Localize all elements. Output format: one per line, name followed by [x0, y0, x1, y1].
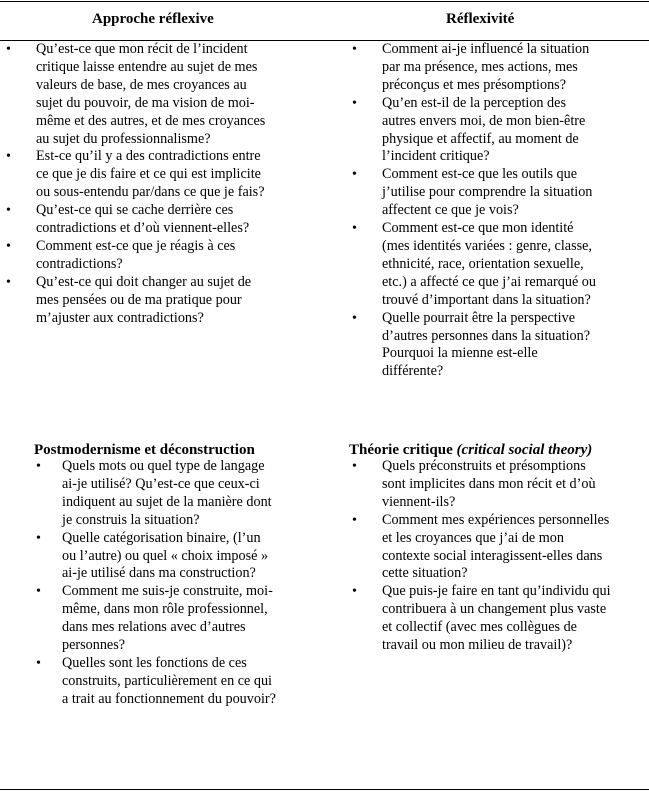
question-text: Comment me suis-je construite, moi-même, dans mon rôle professionnel, dans mes relations avec d’autres personnes?	[62, 583, 273, 654]
bullet-icon: •	[36, 530, 41, 546]
list-item	[6, 41, 274, 148]
reflexivite-question-list	[352, 41, 602, 381]
bullet-icon: •	[36, 459, 41, 474]
list-item	[6, 148, 274, 202]
table-bottom-rule	[0, 789, 649, 790]
question-text: Comment est-ce que mon identité (mes identités variées : genre, classe, ethnicité, race, orientation sexuelle, etc.) a affecté ce que j’ai remarqué ou trouvé d’important dans la situation?	[382, 220, 596, 308]
question-text: Que puis-je faire en tant qu’individu qui contribuera à un changement plus vaste et collectif (avec mes collègues de travail ou mon milieu de travail)?	[382, 583, 611, 654]
list-item	[352, 41, 602, 95]
question-text: Quelle catégorisation binaire, (l’un ou l’autre) ou quel « choix imposé » ai-je utilisé dans ma construction?	[62, 529, 269, 582]
bullet-icon: •	[6, 274, 11, 290]
question-text: Est-ce qu’il y a des contradictions entre ce que je dis faire et ce qui est implicite ou sous-entendu par/dans ce que je fais?	[36, 148, 265, 201]
list-item	[6, 202, 274, 238]
bullet-icon: •	[352, 167, 357, 183]
postmodernisme-question-list	[36, 458, 276, 709]
cell-postmodernisme	[0, 458, 320, 709]
bullet-icon: •	[352, 42, 357, 57]
question-text: Qu’est-ce que mon récit de l’incident critique laisse entendre au sujet de mes valeurs de base, de mes croyances au sujet du pouvoir, de ma vision de moi-même et des autres, et de mes croyances au sujet du professionnalisme?	[36, 41, 266, 147]
bullet-icon: •	[36, 655, 41, 671]
bullet-icon: •	[352, 221, 357, 237]
question-text: Comment est-ce que les outils que j’utilise pour comprendre la situation affectent ce que je vois?	[382, 166, 593, 219]
bullet-icon: •	[352, 584, 357, 600]
question-text: Quelle pourrait être la perspective d’autres personnes dans la situation? Pourquoi la mienne est-elle différente?	[382, 309, 591, 380]
cell-approche-reflexive	[0, 41, 320, 328]
question-text: Quels préconstruits et présomptions sont implicites dans mon récit et d’où viennent-ils?	[382, 458, 596, 510]
list-item	[6, 237, 274, 274]
list-item	[6, 273, 274, 328]
bullet-icon: •	[6, 149, 11, 165]
question-text: Comment est-ce que je réagis à ces contradictions?	[36, 237, 236, 272]
bullet-icon: •	[352, 459, 357, 474]
list-item	[352, 166, 602, 220]
bullet-icon: •	[352, 95, 357, 111]
table-top-rule	[0, 1, 649, 2]
bullet-icon: •	[6, 42, 11, 57]
list-item	[36, 529, 276, 584]
header-italic-text: (critical social theory)	[456, 442, 593, 458]
bullet-icon: •	[352, 310, 357, 326]
list-item	[352, 94, 602, 167]
list-item	[352, 458, 612, 512]
section-header-postmodernisme: Postmodernisme et déconstruction	[34, 442, 255, 458]
header-main-text: Théorie critique	[349, 442, 453, 458]
cell-theorie-critique	[330, 458, 649, 655]
bullet-icon: •	[352, 512, 357, 528]
question-text: Qu’est-ce qui doit changer au sujet de mes pensées ou de ma pratique pour m’ajuster aux contradictions?	[36, 273, 252, 326]
bullet-icon: •	[6, 238, 11, 254]
bullet-icon: •	[6, 203, 11, 219]
column-header-approche-reflexive: Approche réflexive	[92, 11, 214, 27]
list-item	[352, 583, 612, 655]
question-text: Qu’en est-il de la perception des autres envers moi, de mon bien-être physique et affectif, au moment de l’incident critique?	[382, 94, 586, 165]
list-item	[352, 309, 602, 382]
approche-question-list	[6, 41, 274, 328]
question-text: Comment ai-je influencé la situation par ma présence, mes actions, mes préconçus et mes présomptions?	[382, 41, 590, 93]
list-item	[36, 583, 276, 655]
list-item	[36, 654, 276, 709]
question-text: Quels mots ou quel type de langage ai-je utilisé? Qu’est-ce que ceux-ci indiquent au sujet de la manière dont je construis la situation?	[62, 458, 272, 528]
list-item	[352, 220, 602, 310]
list-item	[36, 458, 276, 530]
column-header-reflexivite: Réflexivité	[446, 11, 515, 27]
critique-question-list	[352, 458, 612, 655]
bullet-icon: •	[36, 584, 41, 600]
question-text: Qu’est-ce qui se cache derrière ces contradictions et d’où viennent-elles?	[36, 202, 250, 237]
list-item	[352, 511, 612, 584]
cell-reflexivite	[330, 41, 649, 381]
question-text: Comment mes expériences personnelles et les croyances que j’ai de mon contexte social interagissent-elles dans cette situation?	[382, 511, 610, 582]
question-text: Quelles sont les fonctions de ces construits, particulièrement en ce qui a trait au fonctionnement du pouvoir?	[62, 654, 276, 707]
